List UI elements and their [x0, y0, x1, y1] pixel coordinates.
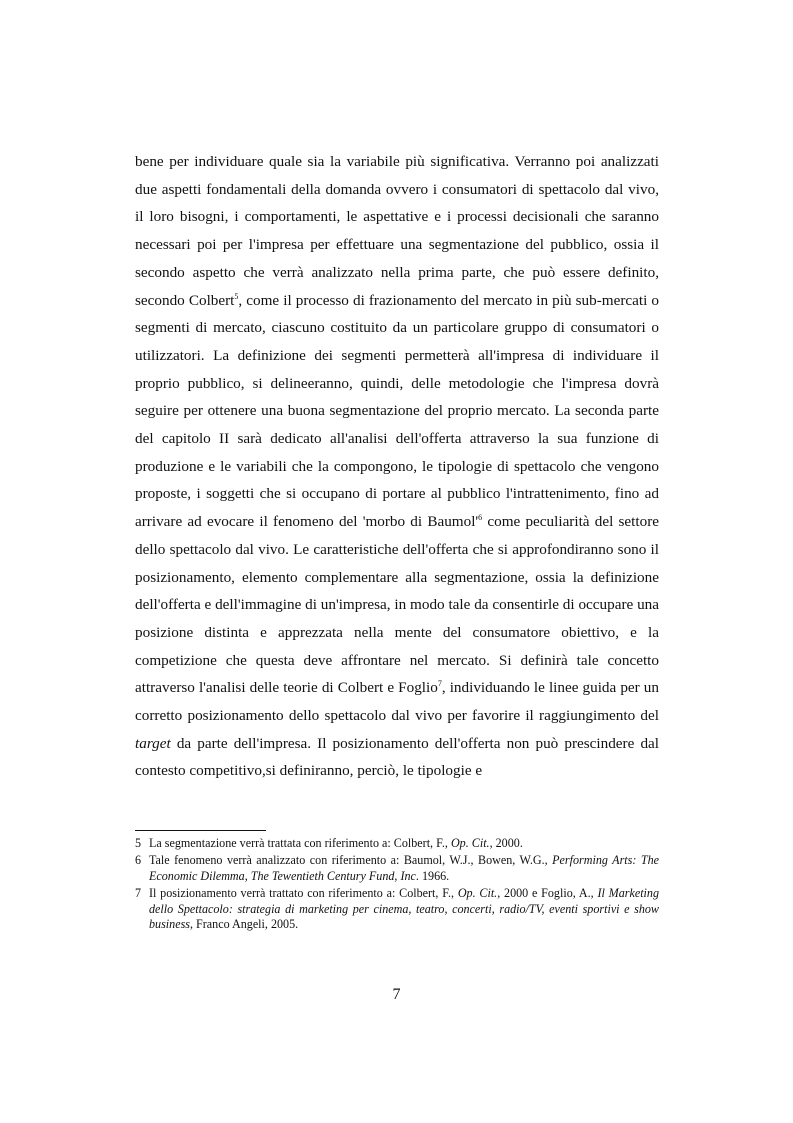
footnote-number: 5	[135, 836, 142, 850]
footnotes	[135, 836, 659, 934]
footnote-text	[149, 853, 659, 884]
footnote-ref-5[interactable]: 5	[234, 291, 239, 301]
italic-title: Op. Cit.	[457, 886, 498, 901]
text-run: Tale fenomeno verrà analizzato con riferimento a: Baumol, W.J., Bowen, W.G.,	[149, 853, 553, 868]
footnote-7	[135, 886, 659, 932]
page-number: 7	[392, 986, 401, 1003]
text-run: . 1966.	[415, 868, 450, 883]
footnote-5	[135, 836, 659, 851]
body-paragraph	[135, 148, 659, 785]
footnote-number: 6	[135, 853, 142, 868]
text-run: La segmentazione verrà trattata con riferimento a: Colbert, F.,	[149, 836, 451, 850]
text-run: , individuando le linee guida per un corretto posizionamento dello spettacolo dal vivo per favorire il raggiungimento del	[135, 679, 659, 725]
main-text-block	[135, 148, 659, 785]
italic-title: Op. Cit.	[450, 836, 490, 850]
text-run: Il posizionamento verrà trattato con riferimento a: Colbert, F.,	[149, 886, 458, 901]
footnote-ref-6[interactable]: 6	[478, 513, 483, 523]
footnote-separator	[135, 830, 266, 831]
text-run: da parte dell'impresa. Il posizionamento dell'offerta non può prescindere dal contesto competitivo,si definiranno, perciò, le tipologie e	[135, 734, 659, 780]
text-run: , 2000 e Foglio, A.,	[497, 886, 598, 901]
text-run: come peculiarità del settore dello spettacolo dal vivo. Le caratteristiche dell'offerta che si approfondiranno sono il posizionamento, elemento complementare alla segmentazione, ossia la definizione dell'offerta e dell'immagine di un'impresa, in modo tale da consentirle di occupare una posizione distinta e apprezzata nella mente del consumatore obiettivo, e la competizione che questa deve affrontare nel mercato. Si definirà tale concetto attraverso l'analisi delle teorie di Colbert e Foglio	[135, 513, 659, 697]
footnote-number: 7	[135, 886, 142, 901]
footnote-6	[135, 853, 659, 884]
footnote-ref-7[interactable]: 7	[437, 679, 442, 689]
text-run: bene per individuare quale sia la variabile più significativa. Verranno poi analizzati due aspetti fondamentali della domanda ovvero i consumatori di spettacolo dal vivo, il loro bisogni, i comportamenti, le aspettative e i processi decisionali che saranno necessari poi per l'impresa per effettuare una segmentazione del pubblico, ossia il secondo aspetto che verrà analizzato nella prima parte, che può essere definito, secondo Colbert	[135, 153, 659, 309]
italic-title: Performing Arts: The Economic Dilemma, The Tewentieth Century Fund, Inc	[149, 853, 660, 883]
italic-title: Il Marketing dello Spettacolo: strategia di marketing per cinema, teatro, concerti, radio/TV, eventi sportivi e show business	[149, 886, 660, 932]
text-run: , 2000.	[489, 836, 523, 850]
footnote-text	[149, 886, 659, 932]
text-run: , Franco Angeli, 2005.	[190, 917, 299, 932]
text-run: , come il processo di frazionamento del mercato in più sub-mercati o segmenti di mercato, ciascuno costituito da un particolare gruppo di consumatori o utilizzatori. La definizione dei segmenti permetterà all'impresa di individuare il proprio pubblico, si delineeranno, quindi, delle metodologie che l'impresa dovrà seguire per ottenere una buona segmentazione del proprio mercato. La seconda parte del capitolo II sarà dedicato all'analisi dell'offerta attraverso la sua funzione di produzione e le variabili che la compongono, le tipologie di spettacolo che vengono proposte, i soggetti che si occupano di portare al pubblico l'intrattenimento, fino ad arrivare ad evocare il fenomeno del 'morbo di Baumol'	[135, 291, 660, 531]
italic-term: target	[135, 734, 171, 752]
footnote-text	[149, 836, 659, 851]
